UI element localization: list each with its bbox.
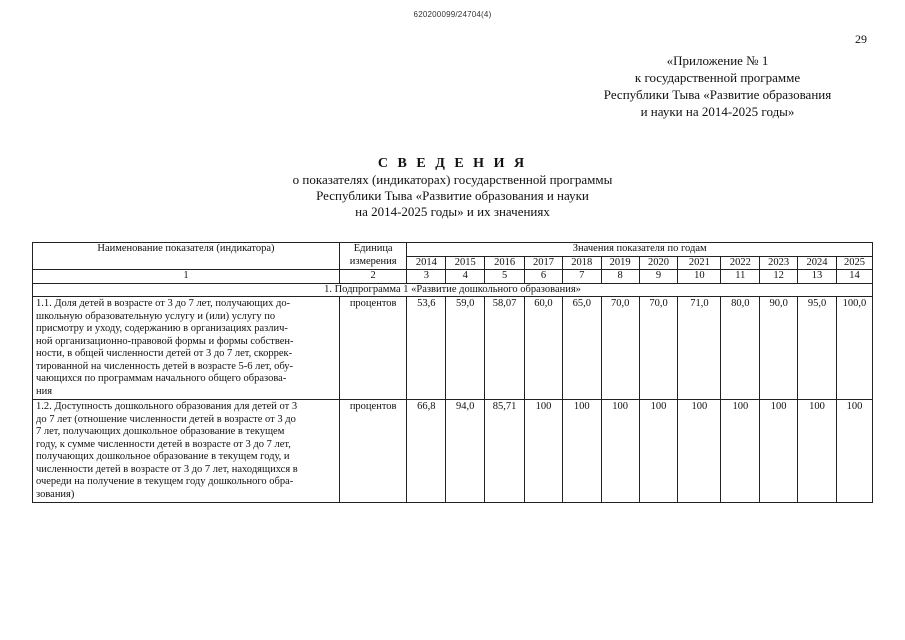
indicator-value: 100 (836, 400, 872, 503)
table-row (33, 297, 873, 400)
header-year: 2017 (525, 256, 563, 270)
indicator-value: 100 (798, 400, 837, 503)
header-year: 2025 (836, 256, 872, 270)
indicators-table (32, 242, 873, 503)
indicator-name-line: зования) (36, 488, 75, 500)
header-year: 2022 (721, 256, 760, 270)
document-subtitle-line: на 2014-2025 годы» и их значениях (355, 204, 550, 219)
indicator-value: 70,0 (601, 297, 639, 400)
header-year: 2014 (407, 256, 446, 270)
indicator-name-line: ной организационно-правовой формы и формы собствен- (36, 335, 294, 347)
indicator-value: 66,8 (407, 400, 446, 503)
column-number: 13 (798, 270, 837, 284)
indicator-value: 80,0 (721, 297, 760, 400)
indicator-value: 71,0 (678, 297, 721, 400)
indicator-value: 100,0 (836, 297, 872, 400)
indicator-name-line: 1.2. Доступность дошкольного образования для детей от 3 (36, 401, 298, 412)
indicator-unit: процентов (339, 400, 407, 503)
column-number: 11 (721, 270, 760, 284)
indicator-value: 53,6 (407, 297, 446, 400)
indicator-value: 100 (760, 400, 798, 503)
section-heading: 1. Подпрограмма 1 «Развитие дошкольного образования» (33, 283, 873, 297)
column-number: 7 (562, 270, 601, 284)
indicator-value: 59,0 (446, 297, 485, 400)
indicator-value: 100 (639, 400, 678, 503)
indicator-value: 100 (601, 400, 639, 503)
column-number: 3 (407, 270, 446, 284)
indicator-name-line: 7 лет, получающих дошкольное образование в текущем (36, 426, 285, 437)
indicator-value: 70,0 (639, 297, 678, 400)
table-row (33, 400, 873, 503)
indicator-value: 100 (721, 400, 760, 503)
header-year: 2015 (446, 256, 485, 270)
column-number: 6 (525, 270, 563, 284)
indicator-value: 100 (678, 400, 721, 503)
header-year: 2023 (760, 256, 798, 270)
indicator-unit: процентов (339, 297, 407, 400)
indicator-value: 60,0 (525, 297, 563, 400)
column-number: 12 (760, 270, 798, 284)
document-title: С В Е Д Е Н И Я (377, 156, 528, 171)
document-id: 620200099/24704(4) (413, 10, 492, 19)
document-title-block (200, 156, 705, 220)
indicator-name (33, 400, 340, 503)
indicator-name-line: тированной на численность детей в возрасте 5-6 лет, обу- (36, 360, 294, 372)
indicator-value: 100 (562, 400, 601, 503)
page-number: 29 (855, 32, 867, 46)
appendix-line: к государственной программе (634, 70, 801, 85)
appendix-header (560, 52, 875, 120)
indicator-name-line: присмотру и уходу, содержанию в организациях различ- (36, 323, 288, 334)
column-number: 10 (678, 270, 721, 284)
indicator-name (33, 297, 340, 400)
indicator-name-line: численности детей в возрасте от 3 до 7 лет, находящихся в (36, 463, 298, 475)
header-year: 2019 (601, 256, 639, 270)
header-year: 2020 (639, 256, 678, 270)
indicator-name-line: получающих дошкольное образование в текущем году, и (36, 451, 290, 462)
indicator-value: 90,0 (760, 297, 798, 400)
appendix-line: и науки на 2014-2025 годы» (640, 104, 795, 119)
column-number: 9 (639, 270, 678, 284)
header-year: 2018 (562, 256, 601, 270)
column-number: 4 (446, 270, 485, 284)
appendix-line: «Приложение № 1 (666, 53, 769, 68)
indicator-value: 85,71 (485, 400, 525, 503)
document-subtitle-line: Республики Тыва «Развитие образования и науки (316, 188, 589, 203)
header-year: 2016 (485, 256, 525, 270)
document-subtitle-line: о показателях (индикаторах) государственной программы (292, 172, 613, 187)
indicator-name-line: до 7 лет (отношение численности детей в возрасте от 3 до (36, 413, 296, 425)
header-unit (339, 243, 407, 270)
indicator-name-line: чающихся по программам начального общего образова- (36, 373, 287, 384)
header-unit-line: измерения (349, 255, 397, 267)
header-indicator-name: Наименование показателя (индикатора) (33, 243, 340, 270)
column-number: 1 (33, 270, 340, 284)
indicator-value: 100 (525, 400, 563, 503)
indicator-name-line: ния (36, 385, 53, 397)
indicator-value: 95,0 (798, 297, 837, 400)
header-unit-line: Единица (353, 243, 393, 254)
indicator-value: 94,0 (446, 400, 485, 503)
column-number: 8 (601, 270, 639, 284)
indicator-value: 58,07 (485, 297, 525, 400)
indicator-name-line: году, к сумме численности детей в возрасте от 3 до 7 лет, (36, 438, 291, 450)
indicator-name-line: ности, в общей численности детей от 3 до 7 лет, скоррек- (36, 348, 293, 359)
column-number: 2 (339, 270, 407, 284)
appendix-line: Республики Тыва «Развитие образования (603, 87, 832, 102)
column-number: 5 (485, 270, 525, 284)
header-year: 2021 (678, 256, 721, 270)
indicator-name-line: очереди на получение в текущем году дошкольного обра- (36, 476, 294, 487)
indicator-name-line: 1.1. Доля детей в возрасте от 3 до 7 лет, получающих до- (36, 298, 291, 309)
indicator-value: 65,0 (562, 297, 601, 400)
column-number: 14 (836, 270, 872, 284)
header-year: 2024 (798, 256, 837, 270)
indicator-name-line: школьную образовательную услугу и (или) услугу по (36, 310, 276, 322)
header-values: Значения показателя по годам (407, 243, 873, 257)
